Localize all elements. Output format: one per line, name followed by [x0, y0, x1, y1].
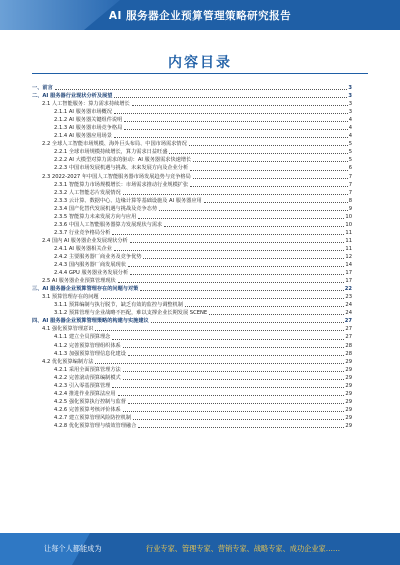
toc-entry-page: 9	[348, 205, 352, 212]
toc-entry[interactable]	[32, 301, 352, 309]
toc-entry[interactable]	[32, 317, 352, 325]
toc-entry-title: 4.2.1 采用全面预算管理方法	[54, 366, 121, 373]
toc-entry-title: 2.1 人工智能服务：算力需求持续增长	[42, 101, 130, 108]
toc-entry-title: 4.1.3 加强预算管理信息化建设	[54, 350, 126, 357]
toc-entry-page: 29	[345, 406, 352, 413]
toc-entry-title: 4.2.8 优化预算管理与绩效管理融合	[54, 422, 137, 429]
toc-entry[interactable]	[32, 156, 352, 164]
toc-entry-page: 5	[348, 141, 352, 148]
toc-entry[interactable]	[32, 84, 352, 92]
toc-leader-dots	[123, 378, 345, 380]
toc-entry[interactable]	[32, 148, 352, 156]
toc-leader-dots	[124, 128, 347, 130]
toc-entry[interactable]	[32, 414, 352, 422]
toc-entry-title: 三、AI 服务器企业预算管理存在的问题与对策	[32, 286, 139, 293]
toc-entry-title: 2.1.3 AI 服务器市场竞争格局	[54, 125, 123, 132]
toc-divider	[32, 73, 368, 74]
toc-leader-dots	[169, 152, 347, 154]
toc-entry-title: 2.3.6 中国人工智能服务器算力发展现状与需求	[54, 221, 163, 228]
toc-entry-title: 3.1.2 预算管理与企业战略不匹配，难以支撑企业长期发展 SCENE	[54, 310, 208, 317]
toc-leader-dots	[128, 265, 344, 267]
toc-entry-page: 11	[345, 237, 352, 244]
toc-leader-dots	[140, 289, 343, 291]
toc-entry[interactable]	[32, 382, 352, 390]
toc-leader-dots	[123, 370, 345, 372]
toc-entry-title: 2.3.2 人工智能芯片发展情况	[54, 189, 121, 196]
toc-leader-dots	[95, 329, 344, 331]
toc-entry-page: 29	[345, 414, 352, 421]
toc-entry-title: 2.2 全球人工智能市场规模、海外巨头布局、中国市场需求情况	[42, 141, 187, 148]
footer-tagline: 行业专家、管理专家、营销专家、战略专家、成功企业家……	[146, 544, 341, 553]
toc-entry-page: 3	[348, 93, 352, 100]
toc-entry-page: 29	[345, 422, 352, 429]
toc-entry[interactable]	[32, 406, 352, 414]
toc-entry-title: 2.1.4 AI 服务器应用场景	[54, 133, 112, 140]
toc-leader-dots	[112, 338, 344, 340]
toc-leader-dots	[193, 160, 347, 162]
toc-leader-dots	[132, 104, 348, 106]
toc-entry-page: 29	[345, 358, 352, 365]
toc-entry-page: 3	[348, 101, 352, 108]
toc-leader-dots	[114, 249, 345, 251]
table-of-contents	[32, 84, 352, 430]
toc-entry-title: 3.1 预算管理存在的问题	[42, 294, 99, 301]
toc-entry[interactable]	[32, 261, 352, 269]
toc-entry-page: 4	[348, 125, 352, 132]
toc-entry-page: 29	[345, 390, 352, 397]
toc-leader-dots	[55, 88, 348, 90]
toc-entry-page: 10	[345, 221, 352, 228]
toc-entry-title: 2.2.2 AI 大模型对算力需求的驱动：AI 服务器需求快速增长	[54, 157, 192, 164]
toc-entry-page: 5	[348, 149, 352, 156]
toc-entry-title: 4.2.6 完善预算考核评价体系	[54, 406, 121, 413]
toc-entry-title: 4.2.7 建立预算管理风险防控机制	[54, 414, 132, 421]
toc-entry-title: 2.3 2022-2027 年中国人工智能服务器市场发展趋势与竞争格局	[42, 173, 191, 180]
toc-entry[interactable]	[32, 116, 352, 124]
toc-entry-page: 3	[348, 109, 352, 116]
toc-entry-title: 2.3.3 云计算、数据中心、边缘计算等基础设施及 AI 服务器应用	[54, 197, 202, 204]
toc-leader-dots	[123, 193, 348, 195]
toc-leader-dots	[190, 185, 348, 187]
toc-leader-dots	[114, 96, 347, 98]
toc-entry[interactable]	[32, 398, 352, 406]
toc-entry-page: 5	[348, 157, 352, 164]
toc-entry[interactable]	[32, 366, 352, 374]
toc-entry-title: 2.5 AI 服务器企业预算管理现状	[42, 278, 116, 285]
toc-leader-dots	[143, 257, 344, 259]
toc-entry-title: 二、AI 服务器行业现状分析及展望	[32, 93, 113, 100]
toc-entry-page: 3	[348, 85, 352, 91]
toc-entry-page: 7	[348, 189, 352, 196]
toc-entry-page: 17	[345, 278, 352, 285]
toc-entry-title: 2.3.5 智能算力未来发展方向与应用	[54, 213, 137, 220]
toc-entry[interactable]	[32, 124, 352, 132]
toc-leader-dots	[123, 346, 345, 348]
toc-entry-page: 11	[345, 245, 352, 252]
toc-leader-dots	[118, 281, 345, 283]
toc-entry[interactable]	[32, 229, 352, 237]
toc-entry[interactable]	[32, 197, 352, 205]
toc-leader-dots	[151, 321, 344, 323]
toc-entry-page: 28	[345, 342, 352, 349]
toc-entry-page: 24	[345, 310, 352, 317]
toc-entry[interactable]	[32, 140, 352, 148]
toc-entry[interactable]	[32, 422, 352, 430]
toc-entry[interactable]	[32, 237, 352, 245]
toc-heading: 内容目录	[168, 55, 232, 71]
toc-entry[interactable]	[32, 221, 352, 229]
toc-entry[interactable]	[32, 390, 352, 398]
toc-entry[interactable]	[32, 164, 352, 172]
toc-entry-page: 27	[345, 334, 352, 341]
toc-leader-dots	[138, 217, 344, 219]
toc-leader-dots	[123, 410, 345, 412]
toc-entry[interactable]	[32, 277, 352, 285]
toc-entry[interactable]	[32, 269, 352, 277]
toc-entry-title: 4.2.4 推进作业预算法应用	[54, 390, 116, 397]
toc-entry[interactable]	[32, 309, 352, 317]
toc-entry-page: 29	[345, 374, 352, 381]
toc-entry-title: 2.4.3 国内服务器厂商发展现状	[54, 262, 126, 269]
toc-entry[interactable]	[32, 350, 352, 358]
toc-leader-dots	[138, 426, 344, 428]
toc-leader-dots	[189, 144, 348, 146]
toc-leader-dots	[209, 313, 344, 315]
toc-entry-page: 14	[345, 262, 352, 269]
toc-entry-page: 17	[345, 270, 352, 277]
toc-entry[interactable]	[32, 293, 352, 301]
toc-entry[interactable]	[32, 358, 352, 366]
bottom-banner	[0, 533, 400, 565]
toc-entry-page: 6	[348, 165, 352, 172]
toc-entry-title: 四、AI 服务器企业预算管理策略的构建与实施建议	[32, 318, 149, 325]
toc-entry[interactable]	[32, 333, 352, 341]
toc-entry[interactable]	[32, 245, 352, 253]
toc-entry[interactable]	[32, 285, 352, 293]
toc-entry-page: 29	[345, 398, 352, 405]
toc-leader-dots	[118, 394, 345, 396]
toc-entry-page: 24	[345, 302, 352, 309]
toc-entry-title: 2.4.1 AI 服务器相关企业	[54, 245, 112, 252]
toc-leader-dots	[130, 273, 344, 275]
toc-entry-page: 7	[348, 173, 352, 180]
toc-leader-dots	[112, 233, 344, 235]
toc-entry-title: 2.2.1 全球市场规模持续增长，算力需求日益旺盛	[54, 149, 168, 156]
toc-leader-dots	[164, 225, 344, 227]
toc-entry[interactable]	[32, 132, 352, 140]
toc-entry[interactable]	[32, 253, 352, 261]
toc-leader-dots	[185, 305, 344, 307]
toc-leader-dots	[128, 354, 344, 356]
toc-entry-title: 3.1.1 预算编制与执行脱节，缺乏有效的监控与调整机制	[54, 302, 183, 309]
toc-leader-dots	[133, 418, 344, 420]
toc-entry-title: 2.3.7 行业竞争格局分析	[54, 229, 111, 236]
toc-leader-dots	[128, 402, 344, 404]
toc-entry-title: 4.2.3 引入零基预算管理	[54, 382, 111, 389]
toc-entry-title: 2.4.2 主要服务器厂商业务及竞争优势	[54, 253, 142, 260]
toc-leader-dots	[130, 241, 345, 243]
toc-entry-title: 2.3.4 国产化替代发展机遇与挑战及竞争态势	[54, 205, 158, 212]
toc-leader-dots	[112, 386, 344, 388]
toc-leader-dots	[101, 297, 345, 299]
toc-entry-page: 7	[348, 181, 352, 188]
toc-entry-title: 4.2.5 强化预算执行控制与监督	[54, 398, 126, 405]
toc-leader-dots	[190, 169, 348, 171]
top-banner	[0, 0, 400, 30]
toc-entry-title: 4.1.2 完善预算管理组织体系	[54, 342, 121, 349]
toc-entry-title: 4.1 强化预算管理意识	[42, 326, 94, 333]
toc-entry-title: 2.2.3 中国市场发展机遇与挑战、未来发展方向及企业分析	[54, 165, 189, 172]
toc-entry[interactable]	[32, 325, 352, 333]
toc-entry-page: 27	[345, 326, 352, 333]
toc-leader-dots	[159, 209, 348, 211]
toc-leader-dots	[193, 177, 348, 179]
toc-entry-title: 2.1.2 AI 服务器关键组件说明	[54, 117, 123, 124]
toc-entry-title: 4.2 优化预算编制方法	[42, 358, 94, 365]
toc-entry[interactable]	[32, 189, 352, 197]
toc-entry-page: 29	[345, 382, 352, 389]
toc-entry-page: 11	[345, 229, 352, 236]
toc-entry-page: 10	[345, 213, 352, 220]
toc-entry-title: 2.1.1 AI 服务器市场概况	[54, 109, 112, 116]
toc-entry-title: 4.1.1 建立全员预算理念	[54, 334, 111, 341]
toc-entry[interactable]	[32, 205, 352, 213]
toc-entry-title: 4.2.2 完善滚动预算编制模式	[54, 374, 121, 381]
toc-entry[interactable]	[32, 108, 352, 116]
toc-leader-dots	[114, 136, 348, 138]
toc-entry-page: 28	[345, 350, 352, 357]
toc-entry-page: 4	[348, 117, 352, 124]
report-title: AI 服务器企业预算管理策略研究报告	[108, 10, 292, 22]
toc-entry[interactable]	[32, 181, 352, 189]
toc-entry-title: 2.4.4 GPU 服务器业务发展分析	[54, 270, 129, 277]
toc-entry[interactable]	[32, 92, 352, 100]
toc-entry-page: 23	[345, 294, 352, 301]
toc-entry-title: 一、前言	[32, 85, 53, 91]
toc-entry[interactable]	[32, 173, 352, 181]
toc-leader-dots	[124, 120, 347, 122]
toc-entry-page: 12	[345, 253, 352, 260]
toc-entry-title: 2.3.1 智能算力市场规模增长：市场需求推动行业规模扩张	[54, 181, 189, 188]
toc-entry-page: 27	[344, 318, 352, 325]
toc-entry-page: 29	[345, 366, 352, 373]
toc-leader-dots	[204, 201, 348, 203]
toc-entry[interactable]	[32, 374, 352, 382]
toc-entry[interactable]	[32, 213, 352, 221]
toc-leader-dots	[95, 362, 344, 364]
toc-entry[interactable]	[32, 100, 352, 108]
toc-entry-page: 4	[348, 133, 352, 140]
toc-entry[interactable]	[32, 342, 352, 350]
toc-entry-title: 2.4 国内 AI 服务器企业发展现状分析	[42, 237, 128, 244]
toc-leader-dots	[114, 112, 348, 114]
footer-slogan: 让每个人都能成为	[44, 544, 102, 553]
toc-entry-page: 8	[348, 197, 352, 204]
toc-entry-page: 22	[344, 286, 352, 293]
